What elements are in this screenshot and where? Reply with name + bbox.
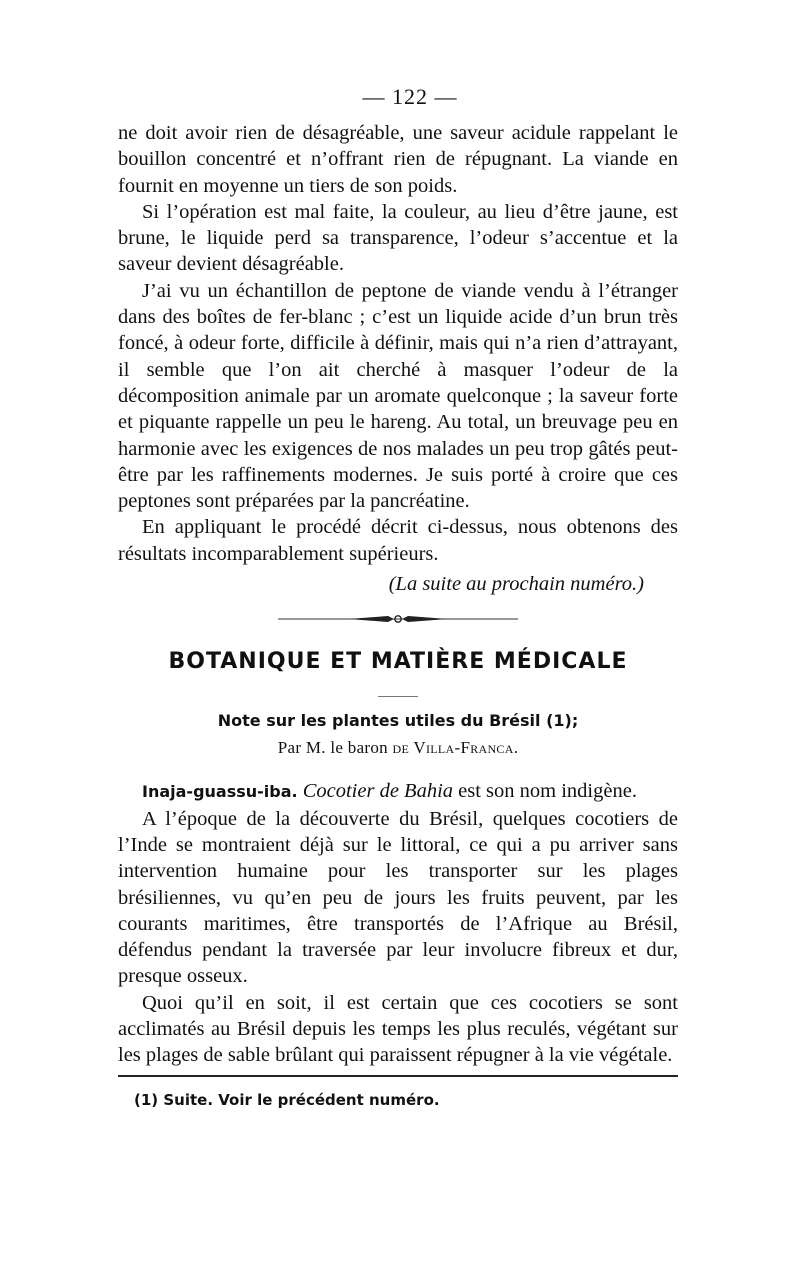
to-be-continued: (La suite au prochain numéro.) — [388, 573, 644, 596]
note-title: Note sur les plantes utiles du Brésil (1); — [217, 711, 579, 731]
author-name: de Villa-Franca. — [392, 738, 519, 758]
section-title: BOTANIQUE ET MATIÈRE MÉDICALE — [168, 649, 628, 675]
paragraph-bad-operation: Si l’opération est mal faite, la couleur, au lieu d’être jaune, est brune, le liquide perd sa transparence, l’odeur s’accentue et la saveur devient désagréable. — [118, 200, 678, 276]
footnote: (1) Suite. Voir le précédent numéro. — [134, 1090, 440, 1109]
paragraph-inaja — [118, 778, 678, 805]
paragraph-sample-peptone: J’ai vu un échantillon de peptone de viande vendu à l’étranger dans des boîtes de fer-blanc ; c’est un liquide acide d’un brun très foncé, à odeur forte, difficile à définir, mais qui n’a rien d’attrayant, il semble que l’on ait cherché à masquer l’odeur de la décomposition animale par un aromate quelconque ; la saveur forte et piquante rappelle un peu le hareng. Au total, un breuvage peu en harmonie avec les exigences de nos malades un peu trop gâtés peut-être par les raffinements modernes. Je suis porté à croire que ces peptones sont préparées par la pancréatine. — [118, 279, 678, 513]
paragraph-results: En appliquant le procédé décrit ci-dessus, nous obtenons des résultats incomparablement supérieurs. — [118, 516, 678, 565]
author-line — [118, 738, 678, 758]
author-prefix: Par M. le baron — [277, 738, 388, 758]
divider-ornament-icon — [278, 611, 518, 627]
plant-name: Inaja-guassu-iba. — [142, 782, 298, 802]
page-number: — 122 — — [362, 84, 458, 109]
page-content — [118, 84, 678, 1109]
plant-common-name: Cocotier de Bahia — [302, 780, 454, 803]
footnote-rule — [118, 1075, 678, 1077]
paragraph-acclimated: Quoi qu’il en soit, il est certain que ces cocotiers se sont acclimatés au Brésil depuis les temps les plus reculés, végétant sur les plages de sable brûlant qui paraissent répugner à la vie végétale. — [118, 991, 678, 1067]
ornamental-divider — [118, 611, 678, 627]
section-rule — [378, 696, 418, 697]
article-body — [118, 778, 678, 1068]
paragraph-discovery: A l’époque de la découverte du Brésil, quelques cocotiers de l’Inde se montraient déjà sur le littoral, ce qui a pu arriver sans intervention humaine pour les transporter sur les plages brésiliennes, vu qu’en peu de jours les fruits peuvent, par les courants maritimes, être transportés de l’Afrique au Brésil, défendus pendant la traversée par leur involucre fibreux et dur, presque osseux. — [118, 807, 678, 988]
plant-intro: est son nom indigène. — [453, 780, 637, 803]
paragraph-continuation: ne doit avoir rien de désagréable, une saveur acidule rappelant le bouillon concentré et n’offrant rien de répugnant. La viande en fournit en moyenne un tiers de son poids. — [118, 122, 678, 197]
